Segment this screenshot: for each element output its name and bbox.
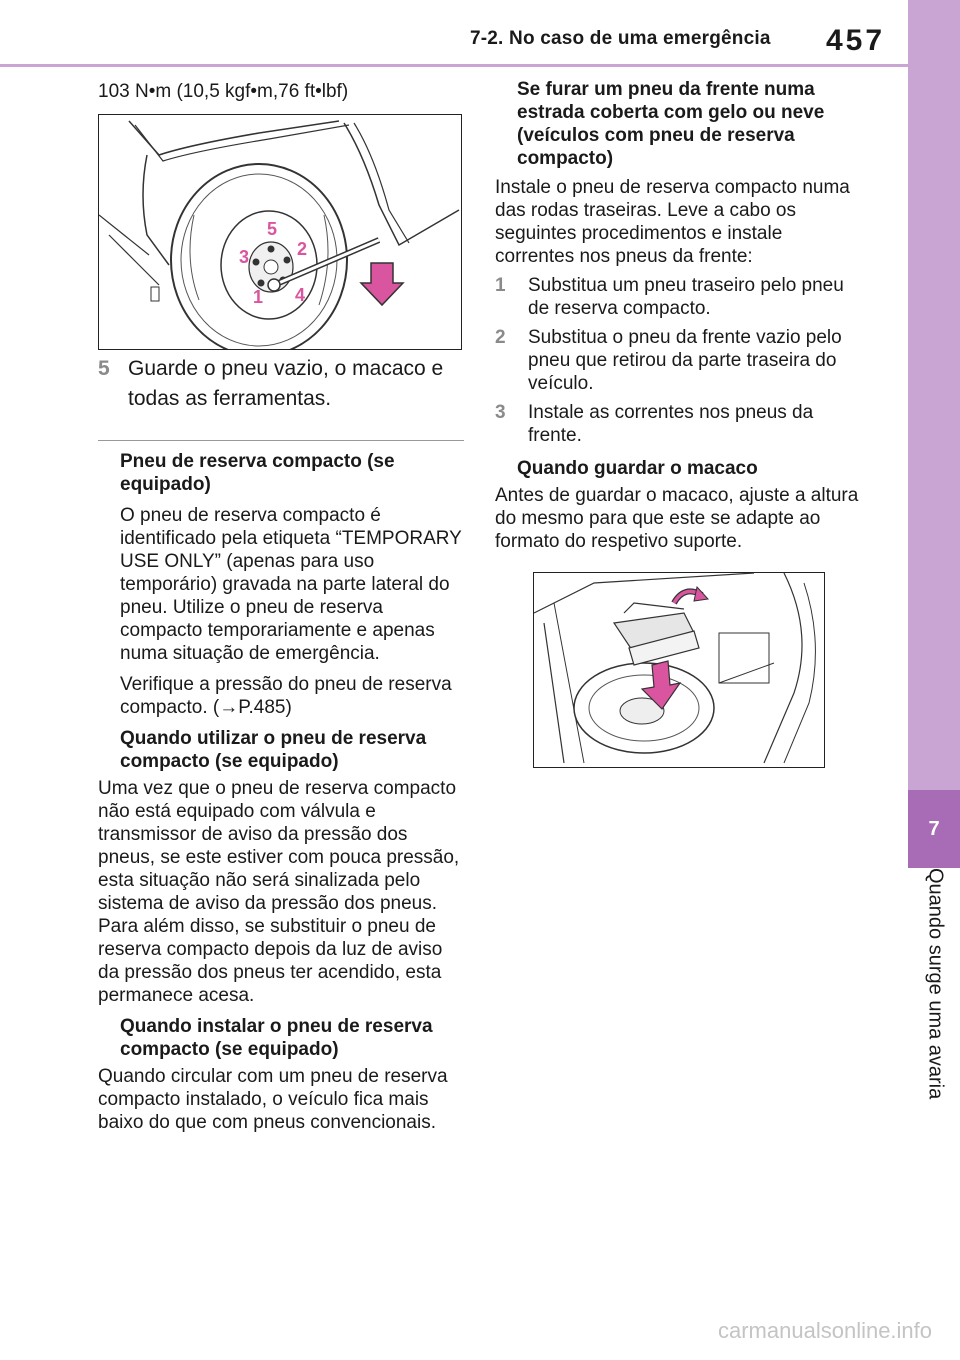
wheel-nut-figure bbox=[98, 114, 462, 350]
step-number: 2 bbox=[495, 327, 506, 348]
paragraph: O pneu de reserva compacto é identificado pela etiqueta “TEMPORARY USE ONLY” (apenas para uso temporário) gravada na parte lateral do pneu. Utilize o pneu de reserva compacto temporariamente e apenas numa situação de emergência. bbox=[120, 505, 462, 664]
header-divider bbox=[0, 64, 908, 67]
torque-spec: 103 N•m (10,5 kgf•m,76 ft•lbf) bbox=[98, 81, 349, 102]
paragraph: Quando circular com um pneu de reserva compacto instalado, o veículo fica mais baixo do que com pneus convencionais. bbox=[98, 1066, 448, 1133]
page-number: 457 bbox=[826, 24, 886, 57]
callout-label: 4 bbox=[295, 285, 306, 305]
side-tab-background bbox=[908, 0, 960, 790]
callout-label: 2 bbox=[297, 239, 308, 259]
jack-storage-illustration bbox=[534, 573, 824, 767]
paragraph: Verifique a pressão do pneu de reserva compacto. (→P.485) bbox=[120, 674, 452, 718]
callout-label: 1 bbox=[253, 287, 264, 307]
section-title: Quando instalar o pneu de reserva compacto (se equipado) bbox=[120, 1016, 433, 1060]
section-title: Se furar um pneu da frente numa estrada coberta com gelo ou neve (veículos com pneu de reserva compacto) bbox=[517, 79, 825, 169]
section-title: Quando utilizar o pneu de reserva compacto (se equipado) bbox=[120, 728, 427, 772]
step-number: 3 bbox=[495, 402, 506, 423]
chapter-title-vertical: Quando surge uma avaria bbox=[924, 868, 947, 1100]
jack-storage-figure bbox=[533, 572, 825, 768]
right-column bbox=[495, 78, 865, 553]
callout-label: 3 bbox=[239, 247, 250, 267]
list-item bbox=[495, 401, 865, 447]
watermark: carmanualsonline.info bbox=[718, 1318, 933, 1343]
step-text: Guarde o pneu vazio, o macaco e todas as ferramentas. bbox=[128, 357, 444, 410]
paragraph: Uma vez que o pneu de reserva compacto não está equipado com válvula e transmissor de aviso da pressão dos pneus, se este estiver com pouca pressão, esta situação não será sinalizada pelo sistema de aviso da pressão dos pneus. Para além disso, se substituir o pneu de reserva compacto depois da luz de aviso da pressão dos pneus ter acendido, esta permanece acesa. bbox=[98, 778, 460, 1006]
section-header-title: 7-2. No caso de uma emergência bbox=[470, 28, 771, 49]
chapter-number-tab: 7 bbox=[908, 790, 960, 868]
step-number: 1 bbox=[495, 275, 506, 296]
list-item bbox=[495, 274, 865, 320]
step-text: Substitua o pneu da frente vazio pelo pneu que retirou da parte traseira do veículo. bbox=[528, 327, 842, 394]
callout-label: 5 bbox=[267, 219, 278, 239]
paragraph: Instale o pneu de reserva compacto numa das rodas traseiras. Leve a cabo os seguintes procedimentos e instale correntes nos pneus da frente: bbox=[495, 177, 850, 267]
section-divider bbox=[98, 440, 464, 441]
step-text: Substitua um pneu traseiro pelo pneu de reserva compacto. bbox=[528, 275, 844, 319]
section-title: Pneu de reserva compacto (se equipado) bbox=[120, 451, 395, 495]
step-text: Instale as correntes nos pneus da frente. bbox=[528, 402, 814, 446]
step-number: 5 bbox=[98, 357, 110, 380]
step-5 bbox=[98, 354, 464, 414]
paragraph: Antes de guardar o macaco, ajuste a altura do mesmo para que este se adapte ao formato do respetivo suporte. bbox=[495, 485, 859, 552]
wheel-nut-illustration bbox=[99, 115, 461, 349]
list-item bbox=[495, 326, 865, 395]
section-title: Quando guardar o macaco bbox=[517, 458, 758, 479]
left-column-notes bbox=[98, 450, 464, 1134]
